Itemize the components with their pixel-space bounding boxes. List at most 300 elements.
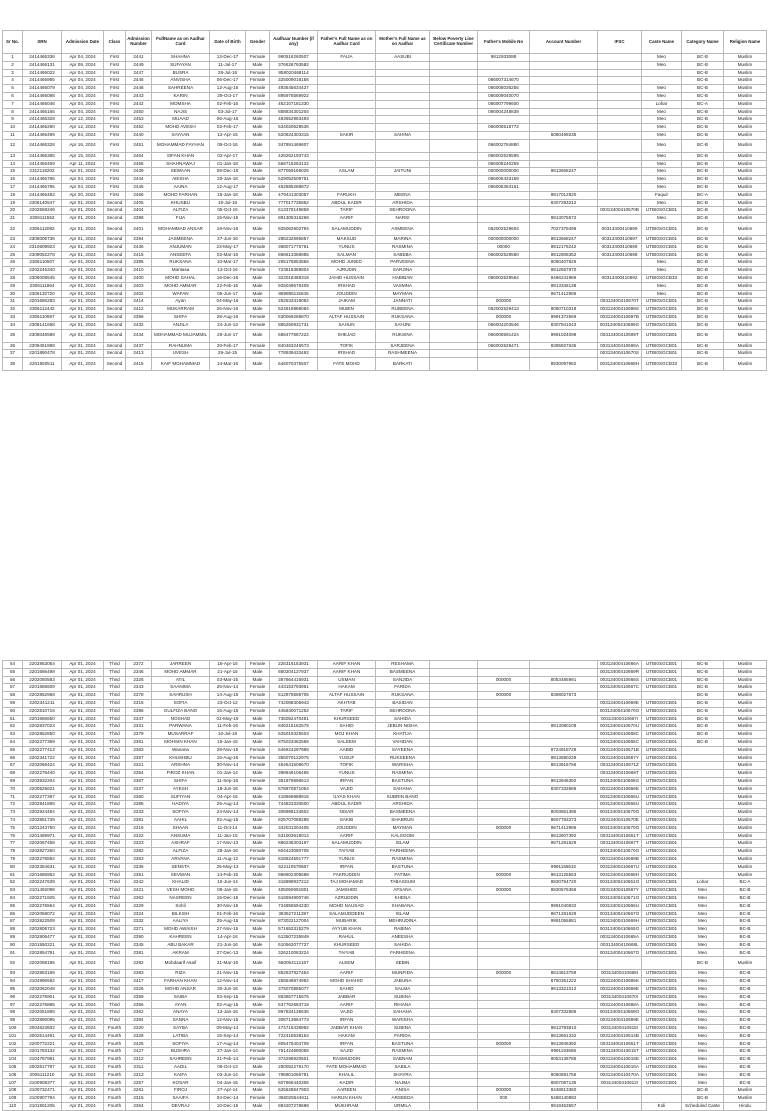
table-cell: 751424680058	[270, 1048, 318, 1056]
table-cell: 2361	[126, 738, 152, 746]
table-cell: Male	[246, 957, 270, 970]
table-cell: 805479404709	[270, 1040, 318, 1048]
table-cell: Male	[246, 1063, 270, 1071]
table-cell: 610562077727	[270, 941, 318, 949]
table-cell: 79	[3, 855, 23, 863]
table-cell: BC-B	[724, 887, 767, 895]
table-cell: Third	[104, 770, 126, 778]
table-cell: 29-Jul-15	[210, 350, 246, 358]
table-cell: 607666440306	[270, 1079, 318, 1087]
table-cell: TARIF	[318, 707, 376, 715]
table-cell	[598, 139, 642, 152]
table-cell: SUBRIN BANO	[376, 793, 430, 801]
table-cell: 24	[3, 243, 23, 251]
table-cell	[530, 124, 598, 132]
table-cell: 9813668247	[530, 235, 598, 243]
table-cell: 2449	[126, 61, 152, 69]
table-cell: 18-Jun-16	[210, 785, 246, 793]
table-cell: SHAYRA	[376, 1071, 430, 1079]
table-cell: BC-A	[682, 191, 724, 199]
table-cell: 2202058195	[23, 957, 62, 970]
table-cell: 990516260507	[270, 54, 318, 62]
table-cell: ABDUL KADIR	[318, 199, 376, 207]
table-cell	[530, 933, 598, 941]
table-row	[3, 863, 767, 871]
table-cell: Apr 04, 2024	[62, 54, 104, 62]
table-cell: RUKSEENA	[376, 754, 430, 762]
table-cell: 2101901205	[23, 1102, 62, 1110]
table-cell: 10-Jun-14	[210, 879, 246, 887]
table-cell: Meo	[682, 1024, 724, 1032]
table-cell: Scheduled Caste	[682, 1102, 724, 1110]
table-cell	[318, 100, 376, 108]
table-cell	[430, 770, 478, 778]
table-cell: Female	[246, 746, 270, 754]
table-cell: 63	[3, 731, 23, 739]
table-cell: Apr 01, 2024	[62, 855, 104, 863]
table-cell: 2	[3, 61, 23, 69]
table-cell: 2324	[126, 910, 152, 918]
table-row	[3, 848, 767, 856]
table-cell	[478, 61, 530, 69]
table-row	[3, 1032, 767, 1040]
table-cell: 00000	[478, 243, 530, 251]
table-cell: 00313400410668C	[598, 731, 642, 739]
table-cell: 2202558246	[23, 207, 62, 215]
table-cell: 8307332886	[530, 1009, 598, 1017]
table-cell	[430, 1079, 478, 1087]
table-cell: Muslim	[724, 160, 767, 168]
table-cell: ANAYA	[152, 1009, 210, 1017]
table-cell: TAIYAB	[318, 848, 376, 856]
table-cell: Second	[104, 207, 126, 215]
column-header: Category Name	[682, 31, 724, 54]
table-cell: SUBINA	[376, 993, 430, 1001]
table-cell	[430, 970, 478, 978]
table-cell: 11-Jan-15	[210, 832, 246, 840]
table-cell: Female	[246, 100, 270, 108]
table-cell: 103	[3, 1048, 23, 1056]
table-cell: Apr 01, 2024	[62, 785, 104, 793]
table-cell: Apr 04, 2024	[62, 176, 104, 184]
table-cell: Muslim	[724, 251, 767, 259]
table-cell: 2446	[126, 77, 152, 85]
table-cell	[376, 85, 430, 93]
table-cell: 25-May-13	[210, 863, 246, 871]
table-cell: 00313400410668G	[598, 777, 642, 785]
table-cell: Female	[246, 993, 270, 1001]
table-cell: 96	[3, 993, 23, 1001]
table-cell: Male	[246, 358, 270, 371]
table-cell: ASLAM	[318, 168, 376, 176]
table-cell: UTBI0SGCB01	[642, 863, 682, 871]
table-cell	[478, 793, 530, 801]
table-cell: BC-B	[682, 738, 724, 746]
table-cell: 2417	[126, 978, 152, 986]
page-whitespace	[0, 506, 768, 656]
table-cell: UTBI0SGCB01	[642, 902, 682, 910]
table-cell: 2201489971	[23, 832, 62, 840]
table-cell: SABNAM	[376, 1056, 430, 1064]
table-cell: 9812933088	[478, 54, 530, 62]
table-cell: 2202941889	[23, 801, 62, 809]
table-cell: Female	[246, 894, 270, 902]
table-cell	[430, 243, 478, 251]
table-cell: 2201243750	[23, 824, 62, 832]
table-cell: SHIFA	[152, 313, 210, 321]
table-cell	[598, 77, 642, 85]
table-cell: 28	[3, 274, 23, 282]
table-cell: 2322	[126, 832, 152, 840]
table-cell: Female	[246, 1024, 270, 1032]
table-cell: RASHMEENA	[376, 350, 430, 358]
table-cell: 462885288872	[270, 183, 318, 191]
table-cell: Apr 01, 2024	[62, 918, 104, 926]
table-cell: 8307941043	[530, 321, 598, 329]
table-cell	[642, 692, 682, 700]
table-cell: SAHINA	[376, 131, 430, 139]
table-cell: Apr 01, 2024	[62, 707, 104, 715]
table-cell: 18-Apr-15	[210, 661, 246, 669]
table-row	[3, 199, 767, 207]
table-cell: Male	[246, 824, 270, 832]
table-cell: UTBI0SGCB01	[642, 933, 682, 941]
table-cell: BUSRA	[152, 69, 210, 77]
table-cell	[430, 754, 478, 762]
table-cell: 26-Jun-17	[210, 329, 246, 342]
table-cell	[430, 668, 478, 676]
table-cell: 398846106465	[270, 770, 318, 778]
table-cell	[430, 1009, 478, 1017]
table-cell: 529052509751	[270, 176, 318, 184]
table-cell: 2383	[126, 970, 152, 978]
table-cell	[478, 762, 530, 770]
table-cell: AJRUDIN	[318, 267, 376, 275]
table-cell: 106	[3, 1071, 23, 1079]
table-cell: UTBI0SGCB01	[642, 243, 682, 251]
table-cell: HAKAM	[318, 684, 376, 692]
table-cell: 2414465985	[23, 77, 62, 85]
table-cell: 00313400410651T	[598, 1040, 642, 1048]
table-cell: 55	[3, 668, 23, 676]
table-cell: 2200525621	[23, 785, 62, 793]
table-cell	[598, 131, 642, 139]
table-cell: Apr 01, 2024	[62, 1001, 104, 1009]
table-cell: BC-B	[682, 699, 724, 707]
table-cell: 58	[3, 692, 23, 700]
table-cell: UTBI0SGCB01	[642, 329, 682, 342]
table-cell: Female	[246, 1056, 270, 1064]
table-cell: Third	[104, 785, 126, 793]
table-cell: BC-B	[682, 124, 724, 132]
table-cell: BC-B	[724, 1071, 767, 1079]
table-cell: UTBI0SGCB33	[642, 274, 682, 282]
table-cell: 8930097982	[530, 358, 598, 371]
table-cell	[430, 124, 478, 132]
table-cell: Second	[104, 306, 126, 314]
table-cell: 2316	[126, 824, 152, 832]
table-cell: RAHNUMA	[152, 342, 210, 350]
table-cell: BASMEENA	[376, 668, 430, 676]
table-cell: LATIBA	[152, 1032, 210, 1040]
column-header: Below Poverty Line Certificate Number	[430, 31, 478, 54]
table-cell: 818524591777	[270, 855, 318, 863]
table-cell: UTBI0SGCB01	[642, 715, 682, 723]
table-cell: Muslim	[724, 298, 767, 306]
table-cell: Muslim	[724, 131, 767, 139]
table-cell	[478, 1024, 530, 1032]
table-cell: 550054112167	[270, 957, 318, 970]
table-row	[3, 235, 767, 243]
table-cell: Male	[246, 298, 270, 306]
table-cell: FARHEENA	[376, 848, 430, 856]
table-cell: WARISHA	[376, 762, 430, 770]
table-cell: 2329	[126, 902, 152, 910]
table-cell: SALAMUDDIN	[318, 222, 376, 235]
table-cell: 604423080705	[270, 848, 318, 856]
table-cell: Male	[246, 985, 270, 993]
table-cell	[430, 168, 478, 176]
table-cell: BC-B	[682, 715, 724, 723]
table-cell: Meo	[682, 1048, 724, 1056]
table-cell: SHEJAD	[318, 329, 376, 342]
table-cell: 479441303057	[270, 191, 318, 199]
table-cell: 109	[3, 1095, 23, 1103]
table-cell: 00313400410670I	[598, 993, 642, 1001]
table-cell: AAHIL	[152, 816, 210, 824]
table-cell: 2202276564	[23, 902, 62, 910]
table-cell: 08-Oct-16	[210, 139, 246, 152]
table-cell: 60	[3, 707, 23, 715]
table-row	[3, 816, 767, 824]
table-cell	[430, 699, 478, 707]
table-cell: 13-Jan-16	[210, 1009, 246, 1017]
table-cell: BC-B	[724, 978, 767, 986]
table-cell: Meo	[642, 92, 682, 100]
table-cell: 2352	[126, 1009, 152, 1017]
table-cell	[478, 746, 530, 754]
table-cell: BC-B	[682, 731, 724, 739]
table-cell: Apr 01, 2024	[62, 1087, 104, 1095]
table-cell: Muslim	[724, 282, 767, 290]
table-cell: Apr 01, 2024	[62, 840, 104, 848]
table-cell: Female	[246, 1048, 270, 1056]
column-header: Admission Number	[126, 31, 152, 54]
table-cell: 8307293212	[530, 199, 598, 207]
table-cell: 2381	[126, 816, 152, 824]
table-cell: Meo	[682, 993, 724, 1001]
table-cell	[478, 267, 530, 275]
table-cell: 678870871054	[270, 785, 318, 793]
table-cell	[430, 350, 478, 358]
table-cell: 2315	[126, 1095, 152, 1103]
table-cell: SHIFA	[152, 777, 210, 785]
table-cell: Apr 04, 2024	[62, 108, 104, 116]
table-cell: 2326	[126, 676, 152, 684]
table-cell: TAIYAB	[318, 949, 376, 957]
table-cell: 00313400410697	[598, 235, 642, 243]
table-cell: 2346	[126, 668, 152, 676]
table-cell: 066008240259	[478, 160, 530, 168]
table-cell	[478, 1032, 530, 1040]
table-cell: Apr 01, 2024	[62, 863, 104, 871]
table-cell: AFSANA	[376, 887, 430, 895]
table-cell	[478, 1063, 530, 1071]
table-cell: IRFAN	[318, 777, 376, 785]
table-cell: 522110578587	[270, 863, 318, 871]
table-cell: 30-Jun-16	[210, 985, 246, 993]
table-cell: 2345	[126, 941, 152, 949]
table-cell: 066007799600	[478, 100, 530, 108]
table-cell: 2378	[126, 692, 152, 700]
table-cell: KHATIJA	[376, 731, 430, 739]
table-cell	[598, 215, 642, 223]
table-cell: BC-B	[682, 259, 724, 267]
table-row	[3, 809, 767, 817]
table-cell: 21-Nov-15	[210, 970, 246, 978]
table-cell: Apr 01, 2024	[62, 207, 104, 215]
table-cell: Muslim	[724, 77, 767, 85]
table-cell	[478, 918, 530, 926]
table-cell	[478, 801, 530, 809]
table-cell: 28-Jul-16	[210, 69, 246, 77]
table-cell	[430, 1071, 478, 1079]
table-cell: 9053138786	[530, 1056, 598, 1064]
table-cell: 2202051889	[23, 1009, 62, 1017]
table-cell: Muslim	[724, 235, 767, 243]
table-cell: 21-Jun-16	[210, 941, 246, 949]
table-cell: 74	[3, 816, 23, 824]
table-cell: Male	[246, 139, 270, 152]
table-cell: Apr 01, 2024	[62, 290, 104, 298]
table-cell	[682, 762, 724, 770]
table-cell: BC-B	[682, 85, 724, 93]
table-cell: 15-Jan-18	[210, 191, 246, 199]
table-cell: 00313400410668L	[598, 941, 642, 949]
table-cell: 5	[3, 85, 23, 93]
table-cell: 05-Jun-17	[210, 290, 246, 298]
table-cell: Female	[246, 692, 270, 700]
table-row	[3, 1024, 767, 1032]
table-cell: Male	[246, 131, 270, 139]
table-cell: UTBI0SGCB01	[642, 298, 682, 306]
table-cell: Third	[104, 855, 126, 863]
table-cell: 28-Nov-15	[210, 746, 246, 754]
table-cell: 00313400410668H	[598, 871, 642, 879]
table-cell: Male	[246, 108, 270, 116]
table-cell: 18	[3, 191, 23, 199]
table-cell: 000000	[478, 887, 530, 895]
table-cell: 347891469607	[270, 139, 318, 152]
table-cell: Meo	[642, 176, 682, 184]
table-cell	[530, 894, 598, 902]
table-cell: BC-B	[724, 1040, 767, 1048]
table-cell	[430, 715, 478, 723]
table-cell: SABILA	[376, 1063, 430, 1071]
table-cell: 686236303197	[270, 840, 318, 848]
table-cell: UTBI0SGCB01	[642, 1063, 682, 1071]
table-cell: SAYEENA	[376, 746, 430, 754]
table-row	[3, 160, 767, 168]
table-cell	[376, 183, 430, 191]
table-cell: 2450	[126, 108, 152, 116]
table-cell: Apr 01, 2024	[62, 723, 104, 731]
table-cell: 10-Jul-16	[210, 731, 246, 739]
table-cell: 2306110507	[23, 259, 62, 267]
table-cell: Muslim	[724, 358, 767, 371]
table-cell: Female	[246, 684, 270, 692]
table-cell	[530, 668, 598, 676]
table-cell: 2425	[126, 1040, 152, 1048]
table-cell: MOHD AMMAR	[152, 668, 210, 676]
table-cell	[430, 251, 478, 259]
table-cell: Muslim	[724, 290, 767, 298]
table-cell	[478, 199, 530, 207]
table-cell: Fourth	[104, 1079, 126, 1087]
table-cell: Meo	[642, 160, 682, 168]
table-cell: 15-Aug-15	[210, 707, 246, 715]
table-cell: BASTUNA	[376, 863, 430, 871]
table-cell: 000	[478, 1095, 530, 1103]
table-cell: ALEEM	[318, 957, 376, 970]
table-cell: Apr 01, 2024	[62, 1056, 104, 1064]
table-cell: 00313400410665K	[598, 978, 642, 986]
table-cell: 19-Nov-16	[210, 222, 246, 235]
table-cell: 00313400410667Y	[598, 887, 642, 895]
table-cell: 462107181330	[270, 100, 318, 108]
table-cell: 8003861386	[530, 809, 598, 817]
table-cell	[430, 855, 478, 863]
table-cell: Female	[246, 777, 270, 785]
table-cell: RIHANA	[376, 1001, 430, 1009]
table-cell: DEVRAJ	[152, 1102, 210, 1110]
table-cell: 2414466785	[23, 183, 62, 191]
table-cell: 25	[3, 251, 23, 259]
table-cell	[598, 183, 642, 191]
table-cell: JARREEN	[152, 661, 210, 669]
table-cell: JAMSHED	[318, 887, 376, 895]
table-cell	[376, 160, 430, 168]
table-cell	[478, 902, 530, 910]
table-cell: Koli	[642, 1102, 682, 1110]
table-cell	[430, 259, 478, 267]
table-cell: UTBI0SGCB01	[642, 235, 682, 243]
table-cell: Apr 08, 2024	[62, 61, 104, 69]
table-cell: 2452	[126, 124, 152, 132]
table-cell: 22	[3, 222, 23, 235]
table-cell: 2202924484	[23, 809, 62, 817]
table-cell: BC-B	[724, 1079, 767, 1087]
table-cell: Male	[246, 350, 270, 358]
table-cell: Muslim	[724, 207, 767, 215]
table-cell	[478, 699, 530, 707]
table-cell: BC-B	[682, 267, 724, 275]
table-cell	[478, 809, 530, 817]
table-cell	[530, 661, 598, 669]
table-cell: 546624297998	[270, 746, 318, 754]
table-cell: Meo	[682, 1079, 724, 1087]
table-cell: 2414466326	[23, 139, 62, 152]
table-cell: 9991155632	[530, 863, 598, 871]
table-cell: Male	[246, 676, 270, 684]
table-cell	[430, 152, 478, 160]
table-cell: 2202050583	[23, 676, 62, 684]
table-cell: JOUDDIN	[318, 290, 376, 298]
table-cell: SAYBA	[152, 1024, 210, 1032]
table-cell: 25-Aug-15	[210, 918, 246, 926]
table-cell	[478, 840, 530, 848]
table-cell: 2437	[126, 342, 152, 350]
